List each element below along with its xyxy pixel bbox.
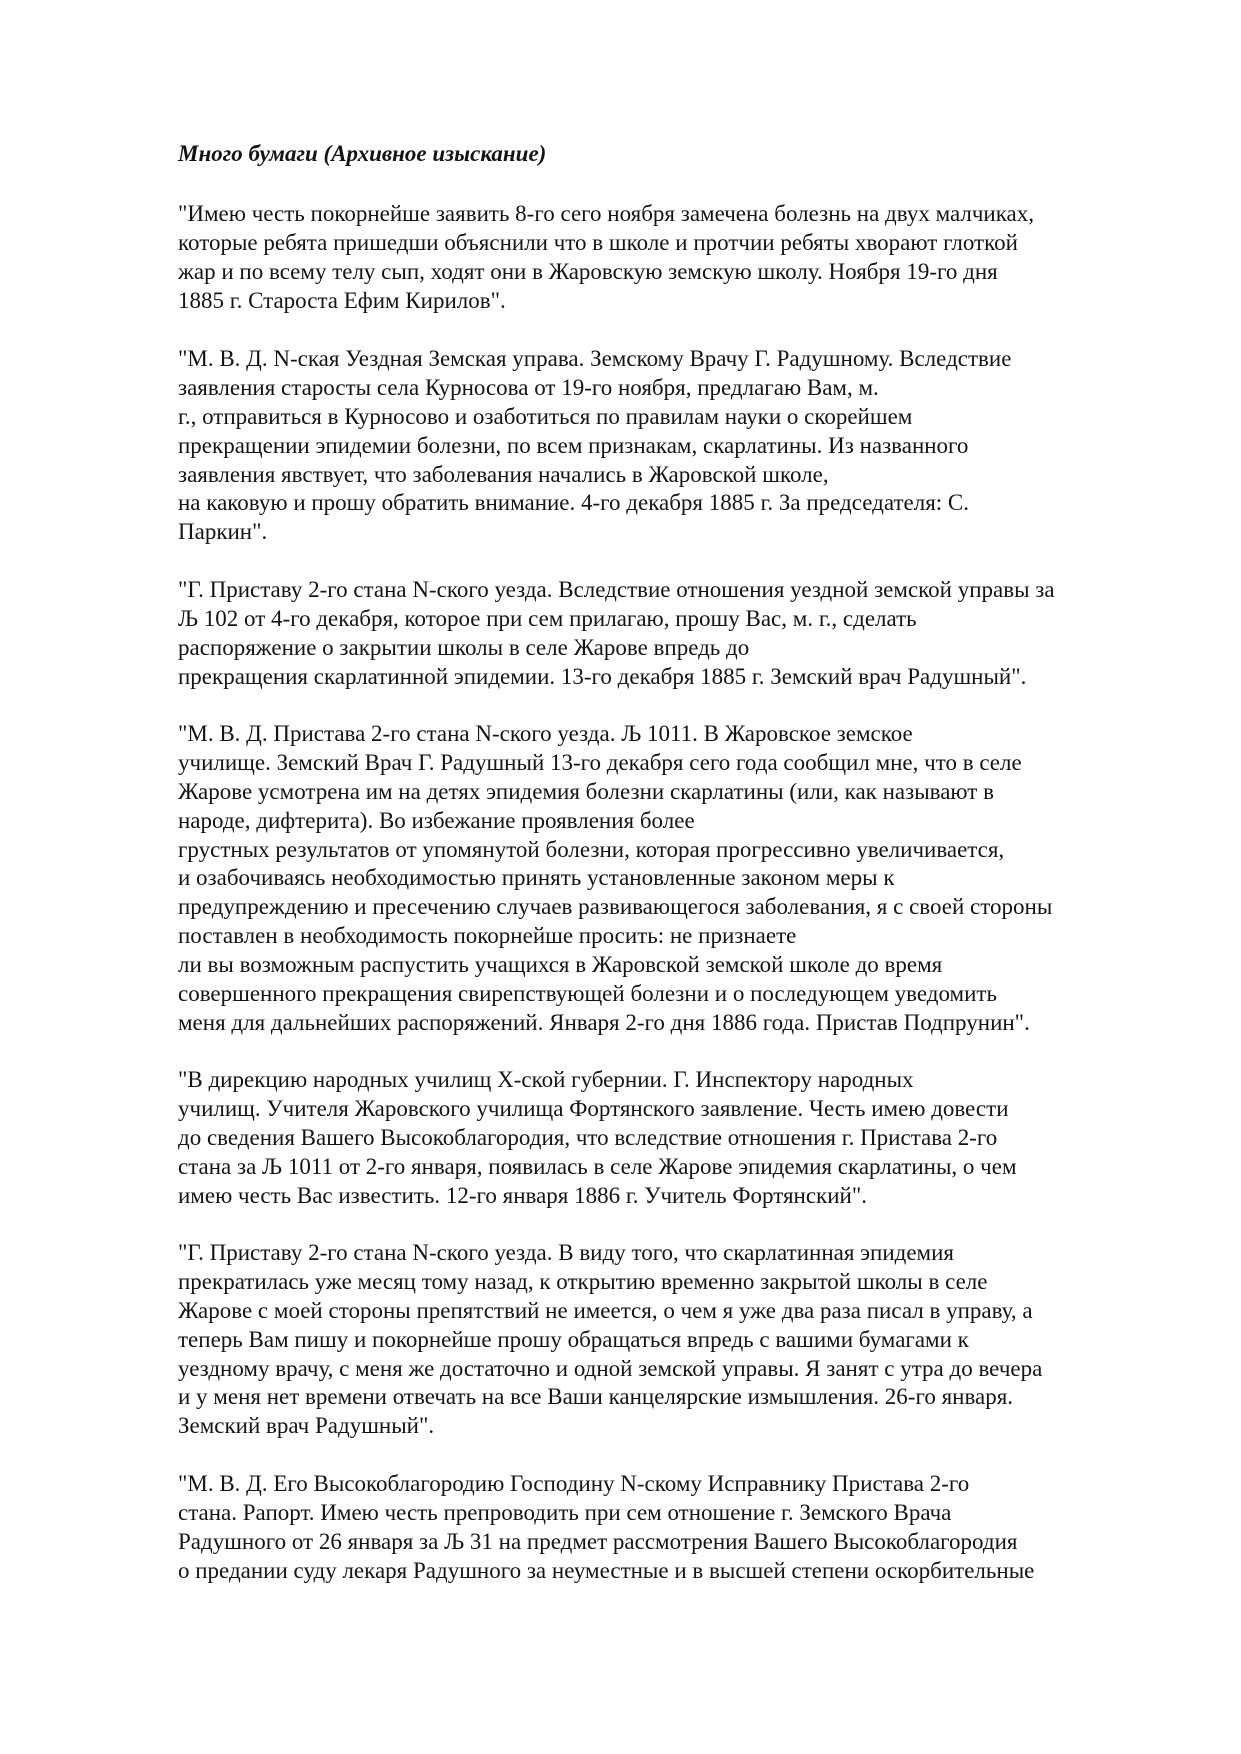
text-line: совершенного прекращения свирепствующей болезни и о последующем уведомить xyxy=(178,981,997,1007)
text-line: предупреждению и пресечению случаев развивающегося заболевания, я с своей стороны xyxy=(178,894,1053,920)
text-line: прекратилась уже месяц тому назад, к открытию временно закрытой школы в селе xyxy=(178,1268,988,1294)
text-line: теперь Вам пишу и покорнейше прошу обращаться впредь с вашими бумагами к xyxy=(178,1326,969,1352)
text-line: "М. В. Д. Его Высокоблагородию Господину N-скому Исправнику Пристава 2-го xyxy=(178,1471,970,1496)
text-line: и у меня нет времени отвечать на все Ваши канцелярские измышления. 26-го января. xyxy=(178,1384,1014,1410)
text-line: поставлен в необходимость покорнейше просить: не признаете xyxy=(178,923,797,949)
text-line: "М. В. Д. N-ская Уездная Земская управа. Земскому Врачу Г. Радушному. Вследствие xyxy=(178,346,1012,371)
text-line: Земский врач Радушный". xyxy=(178,1413,435,1439)
text-line: "Имею честь покорнейше заявить 8-го сего ноября замечена болезнь на двух малчиках, xyxy=(178,201,1035,226)
text-line: стана за Љ 1011 от 2-го января, появилась в селе Жарове эпидемия скарлатины, о чем xyxy=(178,1153,1017,1179)
paragraph-6 xyxy=(178,1239,1042,1441)
text-line: прекращения скарлатинной эпидемии. 13-го декабря 1885 г. Земский врач Радушный". xyxy=(178,663,1027,689)
document-title: Много бумаги (Архивное изыскание) xyxy=(178,141,547,166)
text-line: и озабочиваясь необходимостью принять установленные законом меры к xyxy=(178,865,895,891)
paragraph-7 xyxy=(178,1470,1034,1586)
text-line: училище. Земский Врач Г. Радушный 13-го декабря сего года сообщил мне, что в селе xyxy=(178,749,1022,775)
text-line: которые ребята пришедши объяснили что в школе и протчии ребяты хворают глоткой xyxy=(178,229,1018,255)
text-line: стана. Рапорт. Имею честь препроводить при сем отношение г. Земского Врача xyxy=(178,1499,952,1525)
text-line: "М. В. Д. Пристава 2-го стана N-ского уезда. Љ 1011. В Жаровское земское xyxy=(178,721,913,746)
paragraph-2 xyxy=(178,345,1011,547)
text-line: распоряжение о закрытии школы в селе Жарове впредь до xyxy=(178,634,750,660)
text-line: Жарове с моей стороны препятствий не имеется, о чем я уже два раза писал в управу, а xyxy=(178,1297,1033,1323)
paragraph-5 xyxy=(178,1066,1017,1210)
text-line: "В дирекцию народных училищ Х-ской губернии. Г. Инспектору народных xyxy=(178,1067,914,1092)
text-line: училищ. Учителя Жаровского училища Фортянского заявление. Честь имею довести xyxy=(178,1095,1009,1121)
text-line: жар и по всему телу сып, ходят они в Жаровскую земскую школу. Ноября 19-го дня xyxy=(178,258,998,284)
text-line: Жарове усмотрена им на детях эпидемия болезни скарлатины (или, как называют в xyxy=(178,778,994,804)
text-line: уездному врачу, с меня же достаточно и одной земской управы. Я занят с утра до вечера xyxy=(178,1355,1043,1381)
text-line: Паркин". xyxy=(178,519,268,545)
text-line: заявления старосты села Курносова от 19-го ноября, предлагаю Вам, м. xyxy=(178,374,879,400)
text-line: ли вы возможным распустить учащихся в Жаровской земской школе до время xyxy=(178,952,943,978)
text-line: 1885 г. Староста Ефим Кирилов". xyxy=(178,287,506,313)
text-line: заявления явствует, что заболевания начались в Жаровской школе, xyxy=(178,461,829,487)
text-line: до сведения Вашего Высокоблагородия, что вследствие отношения г. Пристава 2-го xyxy=(178,1124,998,1150)
text-line: грустных результатов от упомянутой болезни, которая прогрессивно увеличивается, xyxy=(178,836,1005,862)
text-line: на каковую и прошу обратить внимание. 4-го декабря 1885 г. За председателя: С. xyxy=(178,490,970,516)
text-line: "Г. Приставу 2-го стана N-ского уезда. В виду того, что скарлатинная эпидемия xyxy=(178,1240,955,1265)
text-line: имею честь Вас известить. 12-го января 1886 г. Учитель Фортянский". xyxy=(178,1182,867,1208)
paragraph-4 xyxy=(178,720,1052,1038)
text-line: "Г. Приставу 2-го стана N-ского уезда. Вследствие отношения уездной земской управы за xyxy=(178,577,1055,602)
text-line: г., отправиться в Курносово и озаботиться по правилам науки о скорейшем xyxy=(178,403,913,429)
text-line: о предании суду лекаря Радушного за неуместные и в высшей степени оскорбительные xyxy=(178,1557,1035,1583)
text-line: прекращении эпидемии болезни, по всем признакам, скарлатины. Из названного xyxy=(178,432,969,458)
paragraph-1 xyxy=(178,200,1034,316)
text-line: Љ 102 от 4-го декабря, которое при сем прилагаю, прошу Вас, м. г., сделать xyxy=(178,605,917,631)
paragraph-3 xyxy=(178,576,1055,692)
text-line: народе, дифтерита). Во избежание проявления более xyxy=(178,807,695,833)
text-line: Радушного от 26 января за Љ 31 на предмет рассмотрения Вашего Высокоблагородия xyxy=(178,1528,1018,1554)
text-line: меня для дальнейших распоряжений. Января 2-го дня 1886 года. Пристав Подпрунин". xyxy=(178,1009,1030,1035)
